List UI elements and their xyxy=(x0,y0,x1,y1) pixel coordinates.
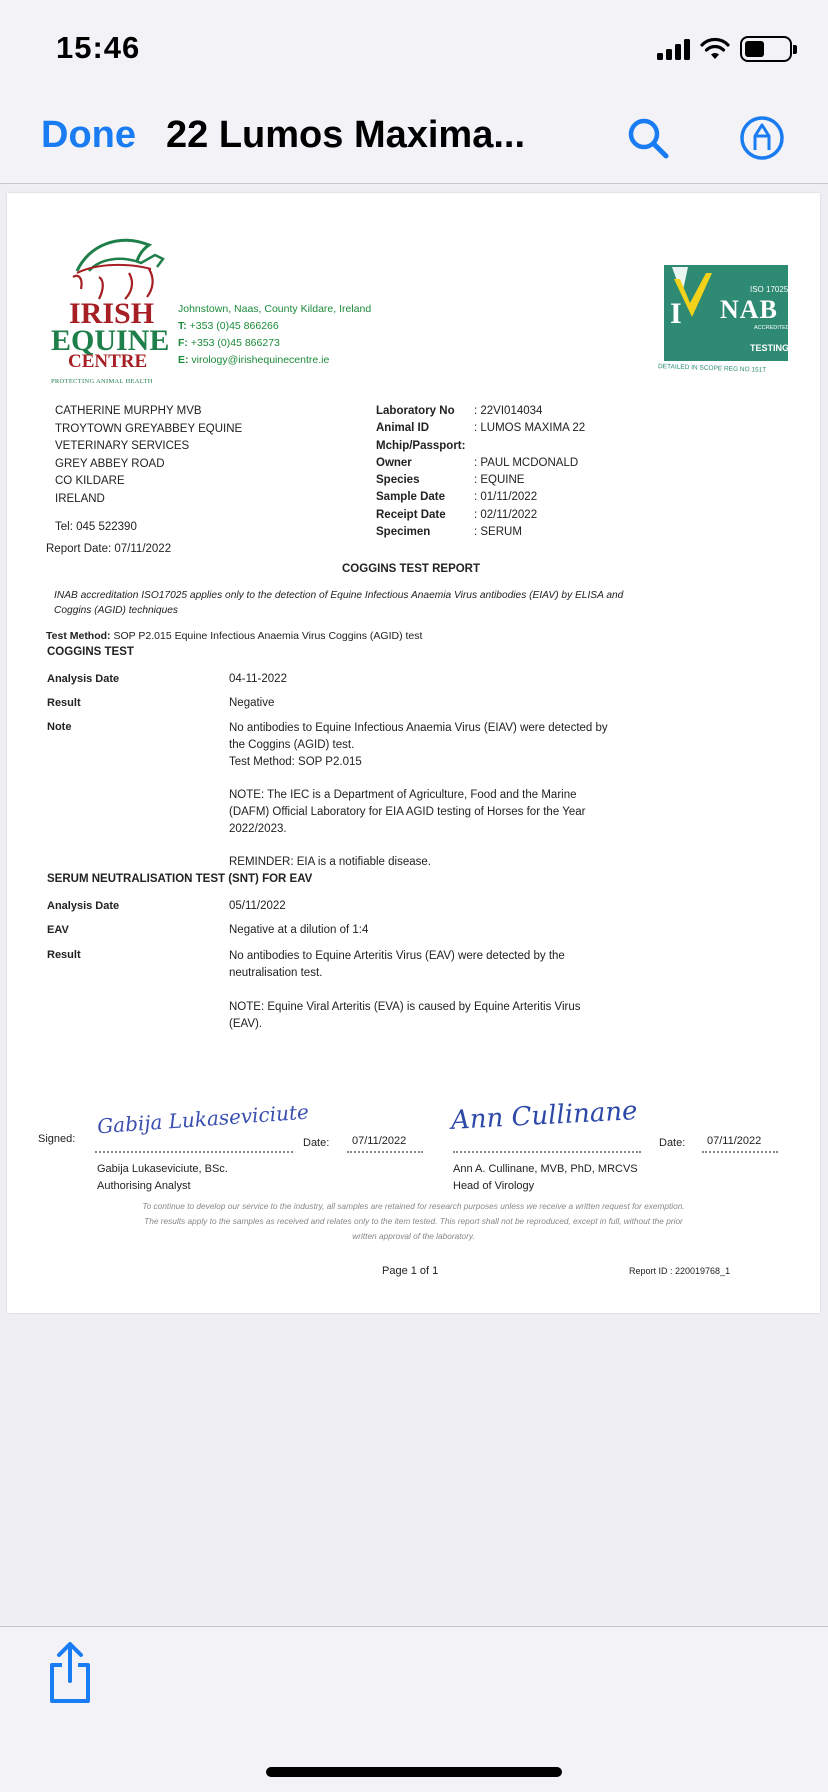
snt-result: neutralisation test. xyxy=(229,967,323,979)
logo-tagline: PROTECTING ANIMAL HEALTH xyxy=(51,378,153,385)
address-line: GREY ABBEY ROAD xyxy=(55,457,165,470)
fax-label: F: xyxy=(178,337,188,349)
inab-testing: TESTING xyxy=(750,343,790,353)
coggins-note: Test Method: SOP P2.015 xyxy=(229,756,362,768)
address-line: CO KILDARE xyxy=(55,475,125,487)
snt-result-label: Result xyxy=(47,949,81,961)
meta-labels xyxy=(376,403,465,541)
email-label: E: xyxy=(178,354,189,366)
share-button[interactable] xyxy=(44,1641,96,1705)
contact-tel: +353 (0)45 866266 xyxy=(189,320,279,332)
left-date-line xyxy=(347,1151,423,1153)
inab-name: NAB xyxy=(720,295,778,324)
contact-address: Johnstown, Naas, County Kildare, Ireland xyxy=(178,303,372,315)
meta-label: Owner xyxy=(376,456,412,469)
meta-label: Receipt Date xyxy=(376,508,446,521)
cellular-signal-icon xyxy=(657,38,690,60)
navigation-bar xyxy=(0,96,828,184)
meta-label: Laboratory No xyxy=(376,405,455,417)
right-date: 07/11/2022 xyxy=(707,1135,762,1147)
coggins-note: 2022/2023. xyxy=(229,823,287,835)
coggins-analysis-date: 04-11-2022 xyxy=(229,673,287,685)
logo-centre: CENTRE xyxy=(68,351,148,372)
contact-fax: +353 (0)45 866273 xyxy=(190,337,280,349)
snt-note: NOTE: Equine Viral Arteritis (EVA) is caused by Equine Arteritis Virus xyxy=(229,1001,581,1013)
report-title: COGGINS TEST REPORT xyxy=(342,563,481,575)
address-line: TROYTOWN GREYABBEY EQUINE xyxy=(55,422,243,435)
meta-label: Species xyxy=(376,474,420,487)
coggins-note: (DAFM) Official Laboratory for EIA AGID testing of Horses for the Year xyxy=(229,806,586,818)
tel-label: T: xyxy=(178,320,187,332)
meta-label: Specimen xyxy=(376,526,431,539)
signed-label: Signed: xyxy=(38,1133,76,1145)
disclaimer: The results apply to the samples as received and relates only to the item tested. This report shall not be reproduced, except in full, without the prior xyxy=(144,1216,683,1226)
meta-value: : LUMOS MAXIMA 22 xyxy=(474,422,586,435)
recipient-address xyxy=(55,403,242,508)
disclaimer: written approval of the laboratory. xyxy=(352,1231,475,1241)
document-title: 22 Lumos Maxima... xyxy=(166,114,526,156)
left-signatory-name: Gabija Lukaseviciute, BSc. xyxy=(97,1163,228,1175)
coggins-analysis-date-label: Analysis Date xyxy=(47,673,120,685)
irish-equine-centre-logo xyxy=(51,233,171,383)
snt-eav-label: EAV xyxy=(47,924,69,936)
left-signature-line xyxy=(95,1151,293,1153)
status-bar xyxy=(0,0,828,96)
inab-accredited: ACCREDITED xyxy=(754,325,790,331)
left-date-label: Date: xyxy=(303,1137,330,1149)
meta-value: : EQUINE xyxy=(474,474,525,487)
address-line: CATHERINE MURPHY MVB xyxy=(55,405,202,417)
coggins-result-label: Result xyxy=(47,697,81,709)
meta-label: Mchip/Passport: xyxy=(376,439,466,452)
snt-result: No antibodies to Equine Arteritis Virus (EAV) were detected by the xyxy=(229,950,565,962)
right-date-line xyxy=(702,1151,778,1153)
test-method-value: SOP P2.015 Equine Infectious Anaemia Virus Coggins (AGID) test xyxy=(110,630,423,642)
bottom-toolbar xyxy=(0,1626,828,1792)
search-icon[interactable] xyxy=(624,114,672,162)
left-signatory-role: Authorising Analyst xyxy=(97,1180,191,1192)
meta-label: Animal ID xyxy=(376,422,430,435)
recipient-tel: Tel: 045 522390 xyxy=(55,521,137,533)
disclaimer: To continue to develop our service to the industry, all samples are retained for research purposes unless we receive a written request for exemption. xyxy=(142,1201,685,1211)
meta-value xyxy=(474,438,585,455)
meta-value: : 22VI014034 xyxy=(474,405,543,417)
coggins-result: Negative xyxy=(229,697,275,709)
coggins-note-label: Note xyxy=(47,721,72,733)
share-icon xyxy=(44,1641,96,1705)
meta-values xyxy=(474,403,585,541)
contact-block xyxy=(178,301,371,369)
markup-pen-icon[interactable] xyxy=(738,114,786,162)
meta-value: : 02/11/2022 xyxy=(474,508,538,521)
left-signature-script: Gabija Lukaseviciute xyxy=(96,1099,310,1139)
snt-heading: SERUM NEUTRALISATION TEST (SNT) FOR EAV xyxy=(47,873,313,885)
coggins-heading: COGGINS TEST xyxy=(47,646,134,658)
svg-text:I: I xyxy=(670,297,682,330)
right-signatory-name: Ann A. Cullinane, MVB, PhD, MRCVS xyxy=(453,1163,638,1175)
right-signature-line xyxy=(453,1151,641,1153)
status-icons xyxy=(657,36,792,62)
coggins-reminder: REMINDER: EIA is a notifiable disease. xyxy=(229,856,431,868)
right-date-label: Date: xyxy=(659,1137,686,1149)
meta-value: : 01/11/2022 xyxy=(474,491,538,504)
page-number: Page 1 of 1 xyxy=(382,1265,439,1277)
coggins-note: the Coggins (AGID) test. xyxy=(229,739,355,751)
address-line: VETERINARY SERVICES xyxy=(55,440,190,452)
report-date: Report Date: 07/11/2022 xyxy=(46,543,172,555)
logo-irish: IRISH xyxy=(69,297,155,330)
test-method-label: Test Method: xyxy=(46,630,111,642)
test-method xyxy=(46,630,422,642)
snt-note: (EAV). xyxy=(229,1018,263,1030)
snt-analysis-date-label: Analysis Date xyxy=(47,900,120,912)
done-button[interactable]: Done xyxy=(41,114,136,156)
contact-email: virology@irishequinecentre.ie xyxy=(191,354,330,366)
logo-equine: EQUINE xyxy=(51,324,170,357)
inab-scope: DETAILED IN SCOPE REG NO.151T xyxy=(657,363,767,374)
wifi-icon xyxy=(700,37,730,61)
home-indicator[interactable] xyxy=(266,1767,562,1777)
battery-icon xyxy=(740,36,792,62)
accreditation-note: INAB accreditation ISO17025 applies only to the detection of Equine Infectious Anaemia Virus antibodies (EIAV) by ELISA and xyxy=(54,590,624,601)
left-date: 07/11/2022 xyxy=(352,1135,407,1147)
horse-logo-icon xyxy=(59,233,179,303)
coggins-note: NOTE: The IEC is a Department of Agriculture, Food and the Marine xyxy=(229,789,577,801)
inab-accreditation-badge xyxy=(658,265,788,375)
address-line: IRELAND xyxy=(55,492,105,505)
snt-analysis-date: 05/11/2022 xyxy=(229,900,286,912)
accreditation-note: Coggins (AGID) techniques xyxy=(54,605,179,616)
right-signatory-role: Head of Virology xyxy=(453,1180,535,1192)
coggins-note: No antibodies to Equine Infectious Anaemia Virus (EIAV) were detected by xyxy=(229,722,608,734)
status-time: 15:46 xyxy=(56,30,141,65)
right-signature-script: Ann Cullinane xyxy=(450,1096,639,1136)
inab-iso: ISO 17025 xyxy=(750,285,789,294)
snt-eav: Negative at a dilution of 1:4 xyxy=(229,924,369,936)
meta-value: : PAUL MCDONALD xyxy=(474,456,579,469)
document-page xyxy=(7,193,820,1313)
report-id: Report ID : 220019768_1 xyxy=(629,1266,731,1276)
meta-value: : SERUM xyxy=(474,526,522,539)
meta-label: Sample Date xyxy=(376,491,446,504)
